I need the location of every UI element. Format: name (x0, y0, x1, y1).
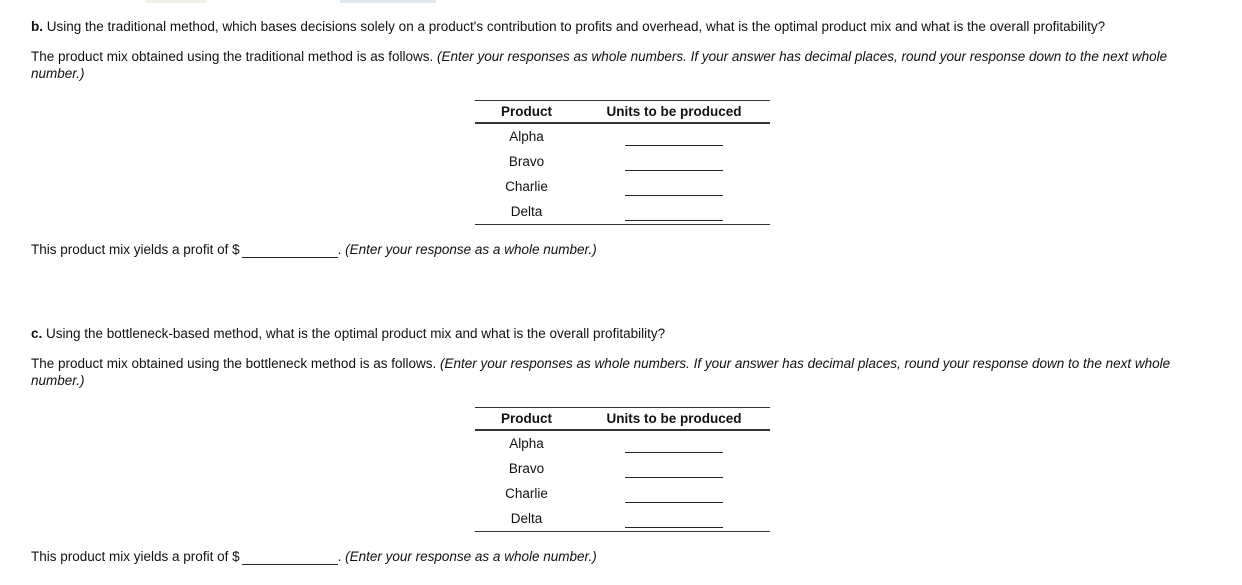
profit-note-b: (Enter your response as a whole number.) (345, 242, 597, 257)
table-row (475, 149, 770, 174)
table-row (475, 430, 770, 456)
question-b-label: b. (31, 19, 43, 34)
instruction-c (31, 355, 1211, 389)
units-cell (578, 430, 770, 456)
table-header-row (475, 408, 770, 431)
header-product: Product (475, 101, 578, 124)
profit-input-c[interactable] (242, 550, 338, 565)
table-row (475, 199, 770, 225)
table-row (475, 123, 770, 149)
profit-dot-b: . (337, 242, 346, 257)
profit-note-c: (Enter your response as a whole number.) (345, 549, 597, 564)
profit-line-b (31, 241, 597, 258)
units-cell (578, 123, 770, 149)
profit-dot-c: . (337, 549, 346, 564)
units-input-bravo[interactable] (625, 156, 723, 171)
header-units: Units to be produced (578, 101, 770, 124)
instruction-b (31, 48, 1211, 82)
question-c-text: Using the bottleneck-based method, what is the optimal product mix and what is the overall profitability? (42, 326, 666, 341)
table-row (475, 506, 770, 532)
units-cell (578, 174, 770, 199)
header-product: Product (475, 408, 578, 431)
section-c (31, 325, 1211, 389)
product-name: Alpha (509, 129, 544, 144)
question-c-label: c. (31, 326, 43, 341)
product-name: Delta (475, 506, 578, 532)
units-input-charlie[interactable] (625, 181, 723, 196)
question-b-text: Using the traditional method, which bases decisions solely on a product's contribution to profits and overhead, what is the optimal product mix and what is the overall profitability? (43, 19, 1106, 34)
table-header-row (475, 101, 770, 124)
instruction-c-note: (Enter your responses as whole numbers. If your answer has decimal places, round your response down to the next whole number.) (31, 356, 1171, 388)
units-cell (578, 149, 770, 174)
instruction-b-note: (Enter your responses as whole numbers. If your answer has decimal places, round your response down to the next whole number.) (31, 49, 1168, 81)
product-mix-table-c (475, 407, 770, 532)
profit-line-c (31, 548, 597, 565)
product-mix-table-b (475, 100, 770, 225)
product-name: Bravo (508, 461, 545, 476)
product-name: Delta (475, 199, 578, 225)
product-name: Bravo (508, 154, 545, 169)
profit-input-b[interactable] (242, 243, 338, 258)
profit-label-b: This product mix yields a profit of $ (31, 242, 240, 257)
product-name: Charlie (505, 486, 548, 501)
profit-label-c: This product mix yields a profit of $ (31, 549, 240, 564)
product-name: Alpha (509, 436, 544, 451)
instruction-b-text: The product mix obtained using the traditional method is as follows. (31, 49, 437, 64)
instruction-c-text: The product mix obtained using the bottleneck method is as follows. (31, 356, 440, 371)
units-input-alpha[interactable] (625, 131, 723, 146)
table-row (475, 481, 770, 506)
product-name: Charlie (505, 179, 548, 194)
header-units: Units to be produced (578, 408, 770, 431)
table-row (475, 174, 770, 199)
question-c (31, 325, 1211, 342)
units-cell (578, 481, 770, 506)
units-input-delta[interactable] (625, 513, 723, 528)
question-b (31, 18, 1211, 35)
units-input-alpha[interactable] (625, 438, 723, 453)
units-input-charlie[interactable] (625, 488, 723, 503)
units-input-delta[interactable] (625, 206, 723, 221)
units-cell (578, 456, 770, 481)
units-cell (578, 199, 770, 225)
units-input-bravo[interactable] (625, 463, 723, 478)
top-tab-highlight-1 (145, 0, 207, 3)
units-cell (578, 506, 770, 532)
table-row (475, 456, 770, 481)
section-b (31, 18, 1211, 82)
top-tab-highlight-2 (340, 0, 436, 3)
